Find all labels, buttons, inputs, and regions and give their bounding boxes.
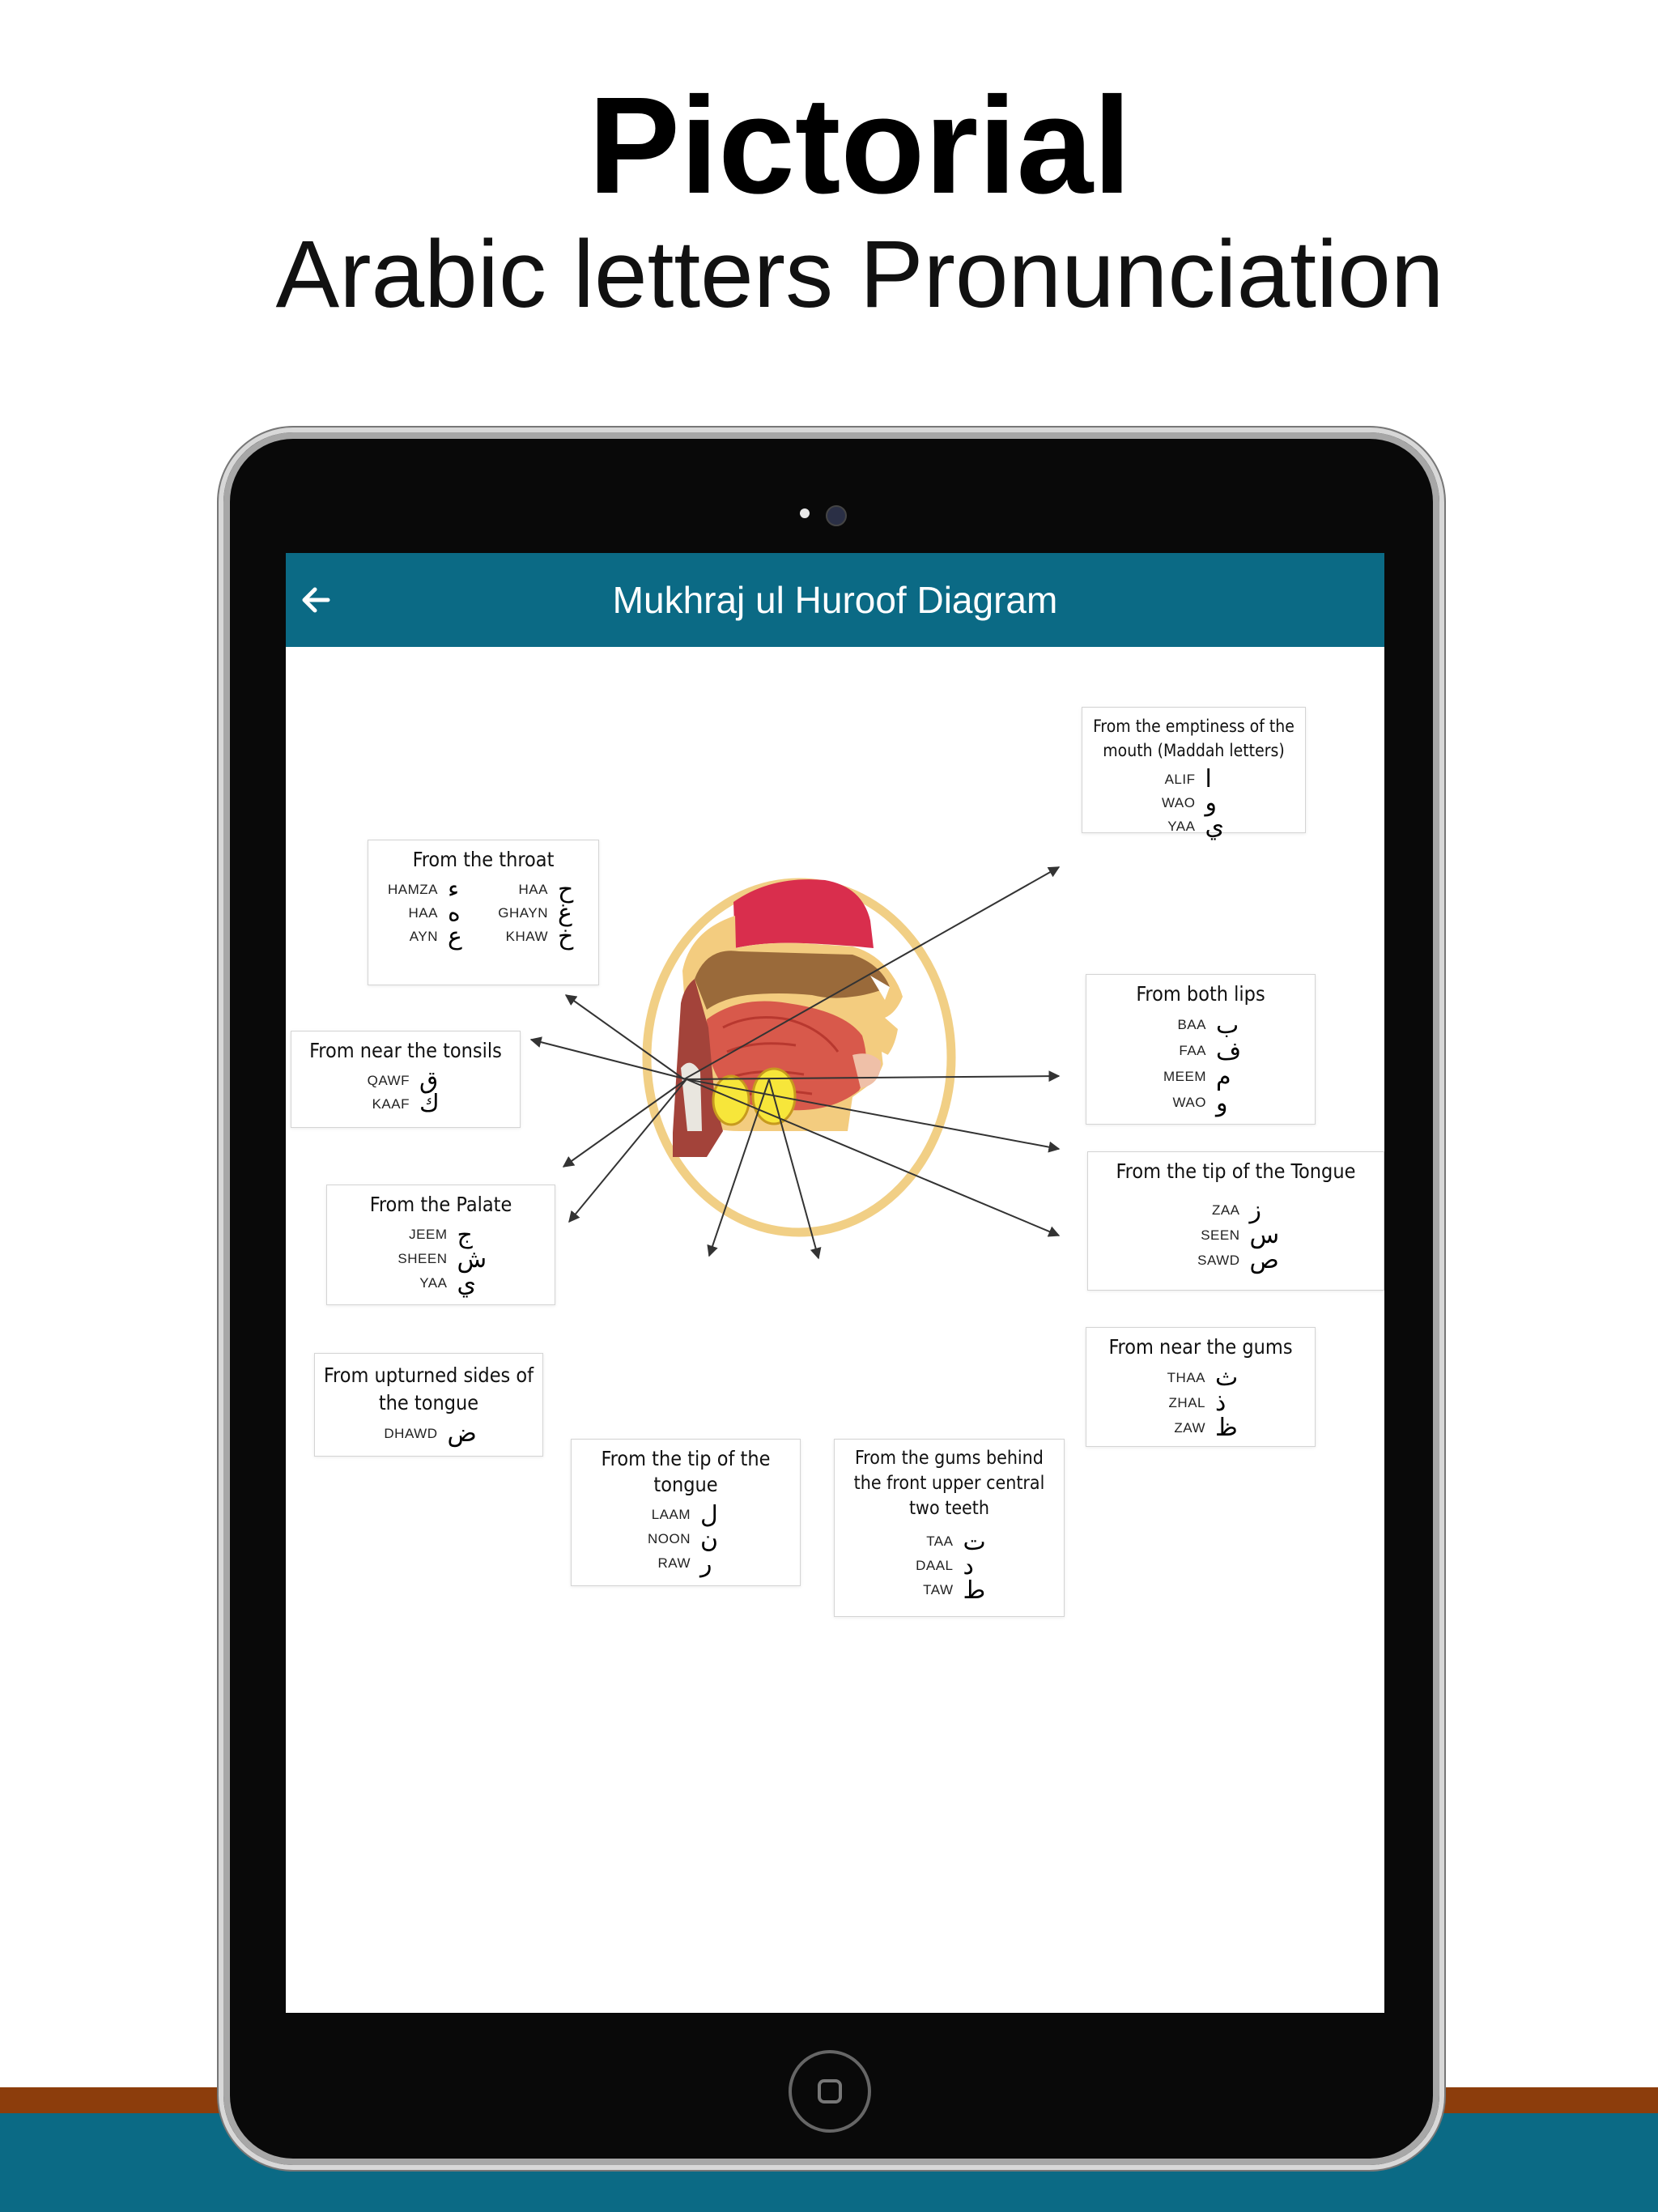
letter-row — [1095, 1365, 1307, 1390]
letter-name: WAO — [1162, 794, 1196, 810]
letter-char: ي — [1205, 812, 1224, 840]
group-title: From the tip of the Tongue — [1116, 1159, 1356, 1183]
letter-row — [487, 901, 590, 925]
letter-char: ف — [1216, 1036, 1242, 1066]
letter-name: HAA — [408, 904, 438, 921]
letter-row — [1096, 1223, 1375, 1248]
letter-char: ل — [700, 1500, 718, 1529]
letter-name: AYN — [409, 928, 438, 944]
page-title: Mukhraj ul Huroof Diagram — [612, 579, 1058, 621]
arrow-throat — [566, 995, 684, 1079]
letter-char: ط — [963, 1576, 986, 1605]
letter-char: ب — [1216, 1010, 1239, 1040]
letter-char: د — [963, 1551, 974, 1580]
letter-char: ص — [1249, 1246, 1279, 1274]
letter-name: YAA — [419, 1275, 448, 1291]
letter-row — [1095, 1090, 1307, 1116]
group-title: From the throat — [412, 848, 555, 871]
app-screen — [286, 553, 1384, 2013]
letter-row — [335, 1220, 546, 1249]
letter-name: MEEM — [1163, 1069, 1206, 1084]
letter-char: م — [1216, 1062, 1231, 1091]
group-tongue-tip-bottom — [571, 1439, 801, 1586]
letter-char: ض — [447, 1419, 477, 1448]
letter-char: ء — [448, 875, 460, 904]
letter-char: ا — [1205, 765, 1212, 793]
letter-row — [335, 1244, 546, 1274]
letter-row — [1090, 765, 1297, 793]
letter-char: ن — [700, 1525, 719, 1554]
letter-row — [487, 922, 590, 951]
letter-name: TAW — [923, 1582, 954, 1597]
letter-char: ر — [700, 1549, 712, 1578]
letter-char: خ — [558, 922, 574, 951]
letter-name: FAA — [1179, 1043, 1206, 1058]
group-title: From upturned sides of the tongue — [323, 1363, 534, 1414]
letter-char: ح — [558, 875, 574, 904]
letter-row — [1090, 791, 1297, 815]
group-title: From the gums behind the front upper central two teeth — [853, 1448, 1045, 1519]
makharij-diagram — [286, 647, 1384, 2013]
letter-char: ك — [419, 1090, 440, 1118]
camera-lens — [826, 505, 847, 526]
letter-row — [323, 1419, 534, 1448]
letter-name: KAAF — [372, 1095, 410, 1112]
group-palate — [326, 1185, 555, 1305]
home-square-icon — [818, 2079, 842, 2104]
home-button[interactable] — [789, 2050, 871, 2133]
letter-row — [843, 1551, 1056, 1580]
letter-row — [1095, 1390, 1307, 1415]
letter-row — [580, 1525, 792, 1554]
group-title: From the emptiness of the mouth (Maddah letters) — [1093, 717, 1295, 760]
letter-row — [300, 1092, 512, 1116]
letter-name: YAA — [1167, 818, 1196, 834]
letter-char: ع — [448, 922, 462, 951]
letter-name: SHEEN — [397, 1251, 448, 1266]
letter-name: KHAW — [505, 928, 548, 944]
letter-row — [376, 875, 480, 904]
arrow-tonsils — [531, 1040, 687, 1079]
letter-row — [376, 922, 480, 951]
letter-name: NOON — [648, 1531, 691, 1546]
letter-name: TAA — [926, 1534, 954, 1549]
letter-name: SEEN — [1201, 1227, 1240, 1243]
letter-name: DHAWD — [384, 1425, 438, 1441]
letter-char: و — [1216, 1088, 1228, 1117]
letter-row — [843, 1576, 1056, 1605]
letter-char: ت — [963, 1527, 986, 1556]
group-gums-near — [1086, 1327, 1316, 1447]
letter-row — [1090, 812, 1297, 840]
letter-row — [1095, 1012, 1307, 1038]
letter-name: JEEM — [409, 1227, 448, 1242]
letter-char: ذ — [1215, 1389, 1226, 1417]
letter-name: THAA — [1167, 1369, 1205, 1385]
group-tonsils — [291, 1031, 521, 1128]
letter-char: غ — [558, 899, 572, 927]
letter-char: ز — [1249, 1196, 1261, 1224]
letter-row — [1095, 1038, 1307, 1064]
letter-name: RAW — [657, 1555, 691, 1571]
letter-char: س — [1249, 1221, 1280, 1249]
letter-char: ظ — [1215, 1414, 1238, 1442]
group-tongue-tip-right — [1087, 1151, 1384, 1291]
letter-char: ي — [457, 1269, 476, 1298]
group-title: From the tip of the tongue — [601, 1447, 771, 1496]
letter-row — [335, 1269, 546, 1298]
group-title: From near the tonsils — [309, 1039, 502, 1062]
letter-name: LAAM — [651, 1507, 691, 1522]
letter-name: HAA — [518, 881, 548, 897]
letter-row — [580, 1551, 792, 1576]
letter-row — [487, 875, 590, 904]
letter-name: ALIF — [1164, 771, 1196, 787]
letter-name: GHAYN — [498, 904, 548, 921]
letter-row — [1095, 1064, 1307, 1090]
app-bar — [286, 553, 1384, 647]
letter-char: ق — [419, 1066, 439, 1095]
letter-name: SAWD — [1197, 1252, 1240, 1268]
letter-row — [376, 901, 480, 925]
group-emptiness — [1082, 707, 1306, 840]
letter-name: WAO — [1172, 1095, 1206, 1110]
hero-title: Pictorial — [588, 69, 1132, 223]
group-upturned-sides — [314, 1353, 543, 1457]
group-gums-teeth — [834, 1439, 1065, 1617]
letter-char: ش — [457, 1244, 487, 1274]
group-lips — [1086, 974, 1316, 1125]
letter-name: ZAA — [1211, 1202, 1240, 1218]
letter-name: ZHAL — [1168, 1394, 1205, 1410]
letter-row — [300, 1066, 512, 1095]
letter-row — [1096, 1197, 1375, 1223]
group-throat — [368, 840, 599, 985]
letter-row — [1095, 1415, 1307, 1440]
letter-char: ه — [448, 899, 461, 927]
sensor-dot — [800, 508, 810, 518]
letter-char: ج — [457, 1220, 473, 1249]
letter-name: ZAW — [1174, 1419, 1205, 1436]
letter-row — [580, 1500, 792, 1529]
letter-name: QAWF — [367, 1072, 410, 1088]
letter-char: و — [1205, 789, 1217, 817]
letter-row — [843, 1529, 1056, 1554]
letter-char: ث — [1215, 1363, 1239, 1392]
letter-name: BAA — [1177, 1017, 1206, 1032]
letter-name: DAAL — [916, 1558, 954, 1573]
letter-name: HAMZA — [388, 881, 438, 897]
letter-row — [1096, 1248, 1375, 1273]
hero-subtitle: Arabic letters Pronunciation — [275, 221, 1444, 328]
group-title: From both lips — [1136, 982, 1265, 1006]
head-cross-section-illustration — [647, 879, 951, 1232]
group-title: From the Palate — [369, 1193, 512, 1216]
group-title: From near the gums — [1108, 1335, 1293, 1359]
